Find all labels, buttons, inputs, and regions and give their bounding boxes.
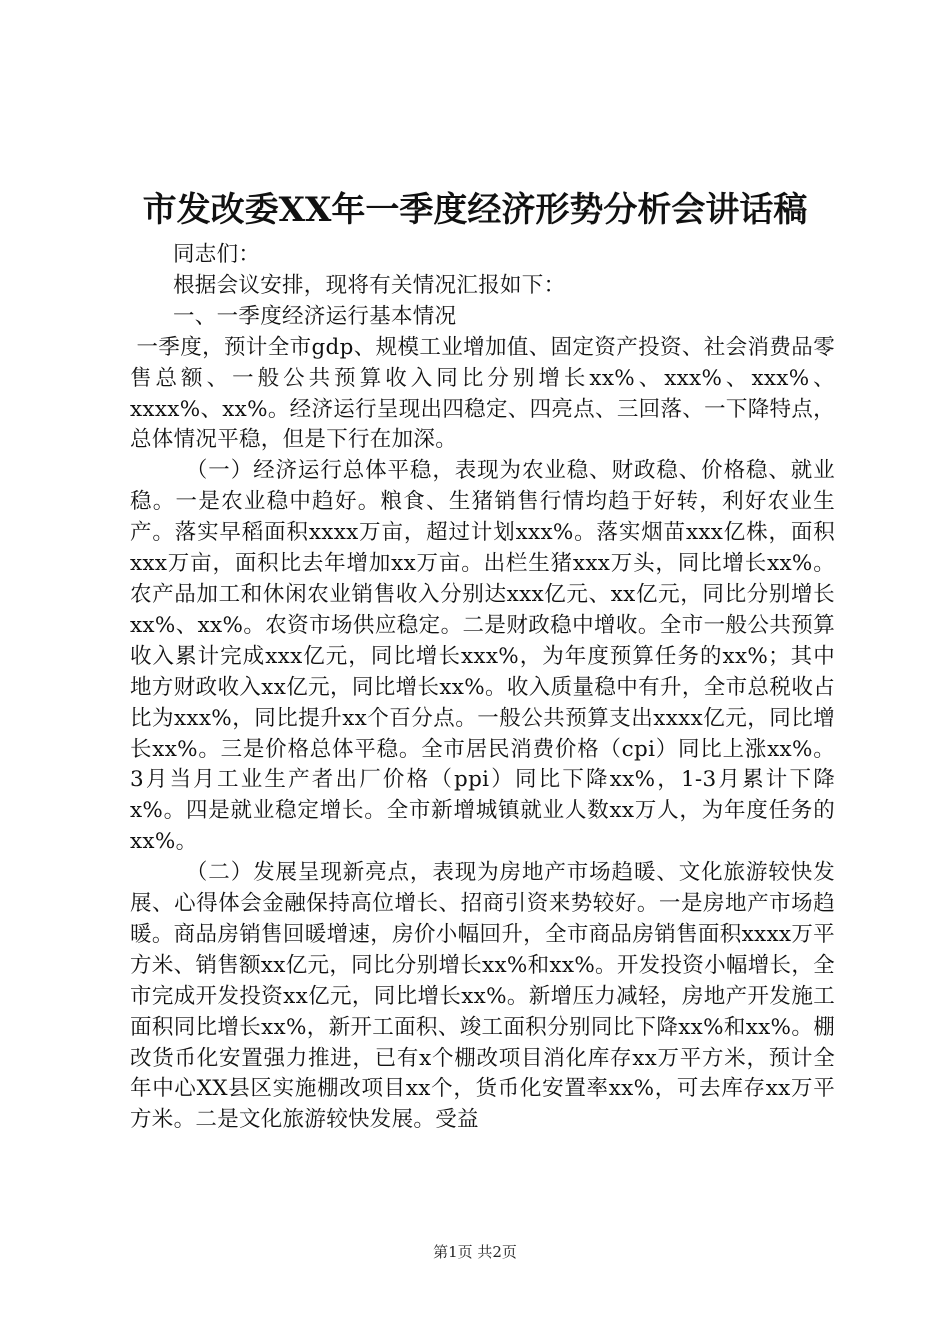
document-body (130, 240, 835, 1136)
page-number-footer: 第1页 共2页 (433, 1243, 517, 1261)
body-paragraph: （二）发展呈现新亮点，表现为房地产市场趋暖、文化旅游较快发展、心得体会金融保持高位增长、招商引资来势较好。一是房地产市场趋暖。商品房销售回暖增速，房价小幅回升，全市商品房销售面积xxxx万平方米、销售额xx亿元，同比分别增长xx%和xx%。开发投资小幅增长，全市完成开发投资xx亿元，同比增长xx%。新增压力减轻，房地产开发施工面积同比增长xx%，新开工面积、竣工面积分别同比下降xx%和xx%。棚改货币化安置强力推进，已有x个棚改项目消化库存xx万平方米，预计全年中心XX县区实施棚改项目xx个，货币化安置率xx%，可去库存xx万平方米。二是文化旅游较快发展。受益 (130, 860, 835, 1133)
body-paragraph: 一季度，预计全市gdp、规模工业增加值、固定资产投资、社会消费品零售总额、一般公共预算收入同比分别增长xx%、xxx%、xxx%、xxxx%、xx%。经济运行呈现出四稳定、四亮点、三回落、一下降特点，总体情况平稳，但是下行在加深。 (130, 334, 835, 453)
section-heading: 一、一季度经济运行基本情况 (173, 303, 457, 329)
salutation: 同志们： (173, 242, 261, 267)
document-title: 市发改委XX年一季度经济形势分析会讲话稿 (142, 190, 808, 230)
body-paragraph: （一）经济运行总体平稳，表现为农业稳、财政稳、价格稳、就业稳。一是农业稳中趋好。粮食、生猪销售行情均趋于好转，利好农业生产。落实早稻面积xxxx万亩，超过计划xxx%。落实烟苗xxx亿株，面积xxx万亩，面积比去年增加xx万亩。出栏生猪xxx万头，同比增长xx%。农产品加工和休闲农业销售收入分别达xxx亿元、xx亿元，同比分别增长xx%、xx%。农资市场供应稳定。二是财政稳中增收。全市一般公共预算收入累计完成xxx亿元，同比增长xxx%，为年度预算任务的xx%；其中地方财政收入xx亿元，同比增长xx%。收入质量稳中有升，全市总税收占比为xxx%，同比提升xx个百分点。一般公共预算支出xxxx亿元，同比增长xx%。三是价格总体平稳。全市居民消费价格（cpi）同比上涨xx%。3月当月工业生产者出厂价格（ppi）同比下降xx%，1-3月累计下降x%。四是就业稳定增长。全市新增城镇就业人数xx万人，为年度任务的xx%。 (130, 458, 835, 855)
intro-paragraph: 根据会议安排，现将有关情况汇报如下： (173, 272, 566, 298)
